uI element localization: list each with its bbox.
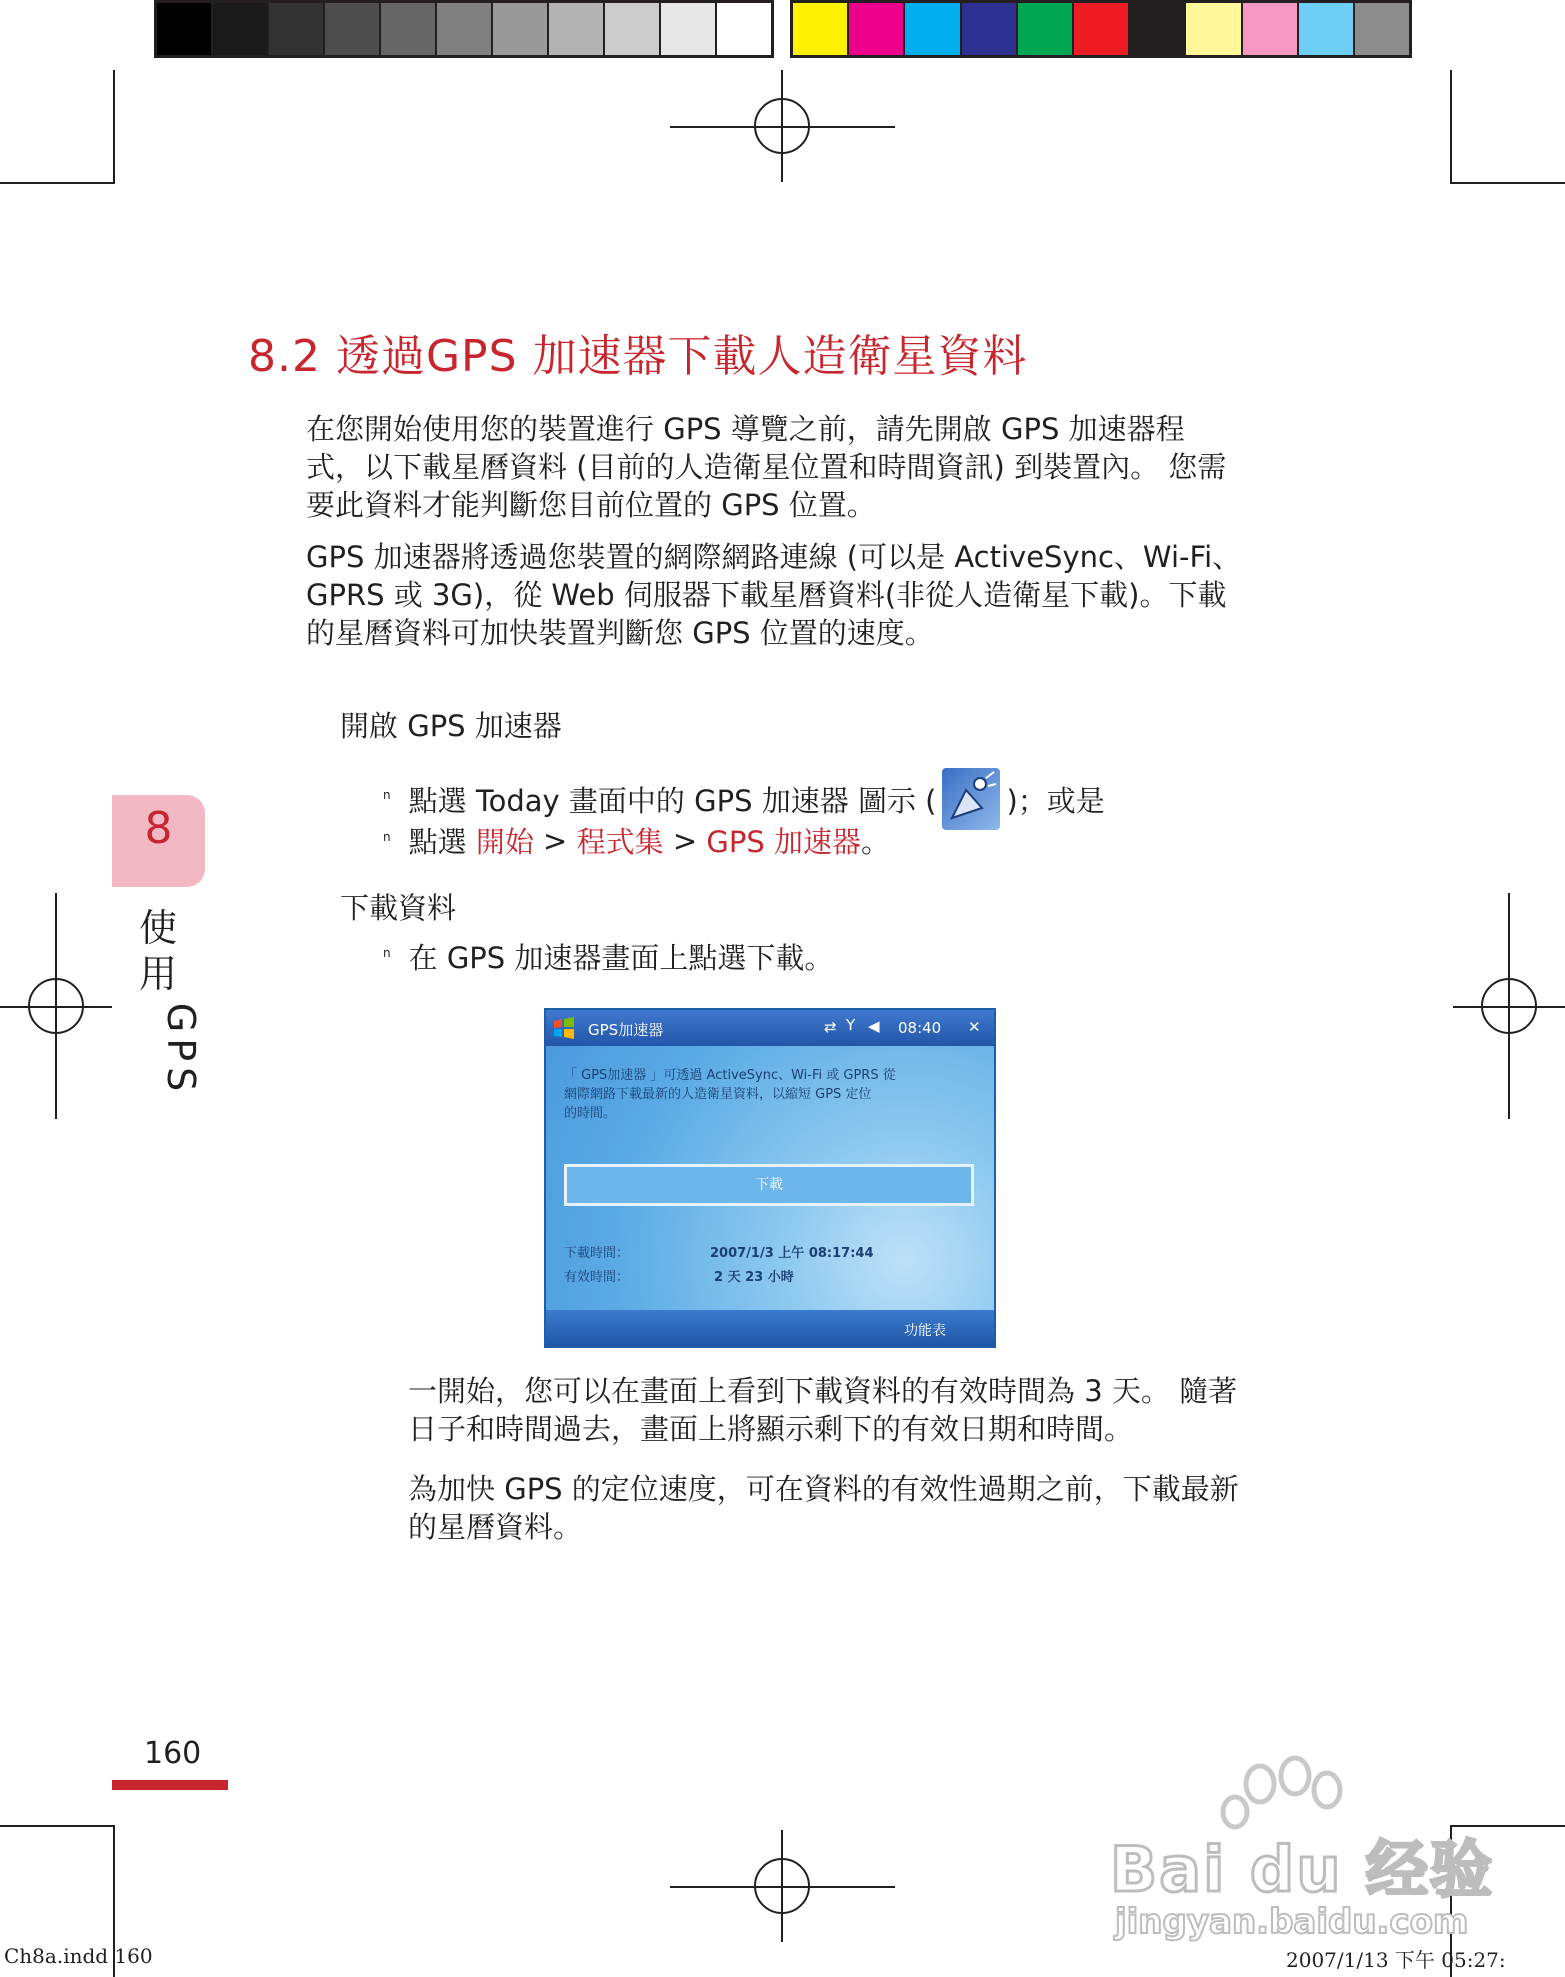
download-time-value: 2007/1/3 上午 08:17:44 xyxy=(710,1246,874,1261)
crop-mark xyxy=(0,182,115,184)
download-button[interactable]: 下載 xyxy=(564,1164,974,1206)
grayscale-swatch xyxy=(549,3,605,55)
crop-mark xyxy=(1450,70,1452,182)
intro-paragraph xyxy=(306,410,1316,524)
grayscale-swatch xyxy=(493,3,549,55)
screenshot-app-title: GPS加速器 xyxy=(588,1021,664,1039)
crop-mark xyxy=(1450,182,1565,184)
baidu-watermark xyxy=(1105,1750,1495,1950)
chapter-title-char: 用 xyxy=(138,952,177,996)
gps-accelerator-icon xyxy=(942,768,1000,830)
gps-accelerator-screenshot xyxy=(544,1008,996,1348)
open-accelerator-heading: 開啟 GPS 加速器 xyxy=(340,709,562,743)
separator: > xyxy=(533,823,577,858)
bullet-marker: n xyxy=(383,945,391,960)
text-line: 一開始，您可以在畫面上看到下載資料的有效時間為 3 天。 隨著 xyxy=(408,1374,1238,1408)
download-time-label: 下載時間： xyxy=(564,1246,630,1261)
text-line: GPS 加速器將透過您裝置的網際網路連線 (可以是 ActiveSync、Wi-Fi、 xyxy=(306,540,1242,574)
watermark-logo-text: Bai du 经验 xyxy=(1110,1833,1495,1906)
step-text: 點選 Today 畫面中的 GPS 加速器 圖示 ( xyxy=(408,783,937,818)
description-paragraph xyxy=(306,538,1316,652)
step-start-menu xyxy=(383,820,890,861)
grayscale-swatch xyxy=(437,3,493,55)
text-line: 日子和時間過去，畫面上將顯示剩下的有效日期和時間。 xyxy=(408,1412,1134,1446)
chapter-title-gps: GPS xyxy=(159,1002,204,1098)
screenshot-softkey-bar xyxy=(546,1310,994,1346)
watermark-url: jingyan.baidu.com xyxy=(1115,1902,1469,1942)
grayscale-swatch xyxy=(325,3,381,55)
step-tap-download xyxy=(383,936,833,977)
download-data-heading: 下載資料 xyxy=(340,891,457,925)
grayscale-swatch xyxy=(213,3,269,55)
close-icon[interactable]: ✕ xyxy=(968,1018,981,1036)
color-calibration-bar xyxy=(790,0,1412,58)
file-slug: Ch8a.indd 160 xyxy=(4,1944,153,1968)
text-line: 式，以下載星曆資料 (目前的人造衛星位置和時間資訊) 到裝置內。 您需 xyxy=(306,450,1227,484)
text-line: 「 GPS加速器 」可透過 ActiveSync、Wi-Fi 或 GPRS 從 xyxy=(564,1068,896,1083)
text-line: 的時間。 xyxy=(564,1106,617,1121)
color-swatch xyxy=(1243,3,1299,55)
color-swatch xyxy=(962,3,1018,55)
volume-icon: ◀ xyxy=(868,1017,880,1035)
color-swatch xyxy=(849,3,905,55)
grayscale-calibration-bar xyxy=(154,0,774,58)
text-line: 網際網路下載最新的人造衛星資料，以縮短 GPS 定位 xyxy=(564,1087,872,1102)
valid-time-label: 有效時間： xyxy=(564,1270,630,1285)
color-swatch xyxy=(1355,3,1409,55)
screenshot-body xyxy=(546,1046,994,1314)
grayscale-swatch xyxy=(157,3,213,55)
start-menu-link[interactable]: 開始 xyxy=(475,825,534,859)
text-line: GPRS 或 3G)，從 Web 伺服器下載星曆資料(非從人造衛星下載)。下載 xyxy=(306,578,1227,612)
crop-mark xyxy=(0,1825,115,1827)
color-swatch xyxy=(1186,3,1242,55)
screenshot-title-bar xyxy=(546,1010,994,1046)
section-title: 8.2 透過GPS 加速器下載人造衛星資料 xyxy=(248,331,1028,382)
date-slug: 2007/1/13 下午 05:27: xyxy=(1286,1948,1506,1972)
gps-accelerator-link[interactable]: GPS 加速器 xyxy=(706,825,861,859)
step-text: 。 xyxy=(860,825,890,859)
menu-softkey[interactable]: 功能表 xyxy=(904,1323,946,1339)
grayscale-swatch xyxy=(661,3,717,55)
text-line: 的星曆資料。 xyxy=(408,1510,583,1544)
bullet-marker: n xyxy=(383,829,391,844)
chapter-number: 8 xyxy=(144,803,173,854)
grayscale-swatch xyxy=(605,3,661,55)
color-swatch xyxy=(905,3,961,55)
chapter-title xyxy=(134,905,204,1098)
text-line: 要此資料才能判斷您目前位置的 GPS 位置。 xyxy=(306,488,876,522)
crop-mark xyxy=(113,70,115,182)
separator: > xyxy=(663,823,707,858)
color-swatch xyxy=(1299,3,1355,55)
valid-time-value: 2 天 23 小時 xyxy=(714,1270,794,1285)
step-text: 點選 xyxy=(408,825,476,859)
text-line: 在您開始使用您的裝置進行 GPS 導覽之前，請先開啟 GPS 加速器程 xyxy=(306,412,1185,446)
color-swatch xyxy=(793,3,849,55)
chapter-title-char: 使 xyxy=(138,906,177,950)
color-swatch xyxy=(1130,3,1186,55)
bullet-marker: n xyxy=(383,788,391,802)
sync-icon: ⇄ xyxy=(824,1018,837,1036)
step-text: 在 GPS 加速器畫面上點選下載。 xyxy=(408,941,834,975)
grayscale-swatch xyxy=(269,3,325,55)
validity-paragraph xyxy=(408,1372,1328,1448)
text-line: 的星曆資料可加快裝置判斷您 GPS 位置的速度。 xyxy=(306,616,934,650)
windows-flag-icon[interactable] xyxy=(552,1016,576,1040)
signal-icon: Y xyxy=(846,1016,856,1034)
clock-time: 08:40 xyxy=(898,1019,942,1037)
programs-link[interactable]: 程式集 xyxy=(576,825,664,859)
color-swatch xyxy=(1018,3,1074,55)
text-line: 為加快 GPS 的定位速度，可在資料的有效性過期之前，下載最新 xyxy=(408,1472,1239,1506)
page-number-bar xyxy=(112,1780,228,1790)
grayscale-swatch xyxy=(381,3,437,55)
page-number: 160 xyxy=(144,1736,202,1771)
screenshot-description xyxy=(564,1066,984,1123)
step-text: )；或是 xyxy=(1006,783,1105,818)
grayscale-swatch xyxy=(717,3,771,55)
color-swatch xyxy=(1074,3,1130,55)
tip-paragraph xyxy=(408,1470,1328,1546)
